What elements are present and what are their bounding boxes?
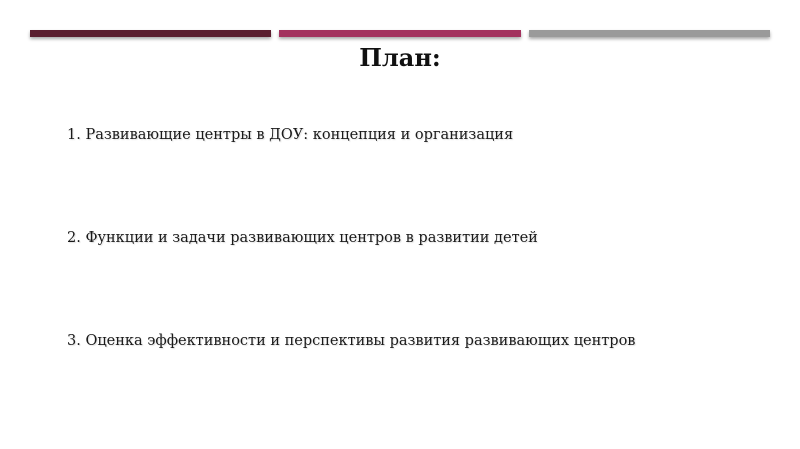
- slide-title: План:: [359, 43, 441, 72]
- plan-item-1: 1. Развивающие центры в ДОУ: концепция и организация: [67, 127, 514, 143]
- plan-item-2: 2. Функции и задачи развивающих центров в развитии детей: [67, 230, 538, 246]
- plan-item-3: 3. Оценка эффективности и перспективы развития развивающих центров: [67, 333, 636, 349]
